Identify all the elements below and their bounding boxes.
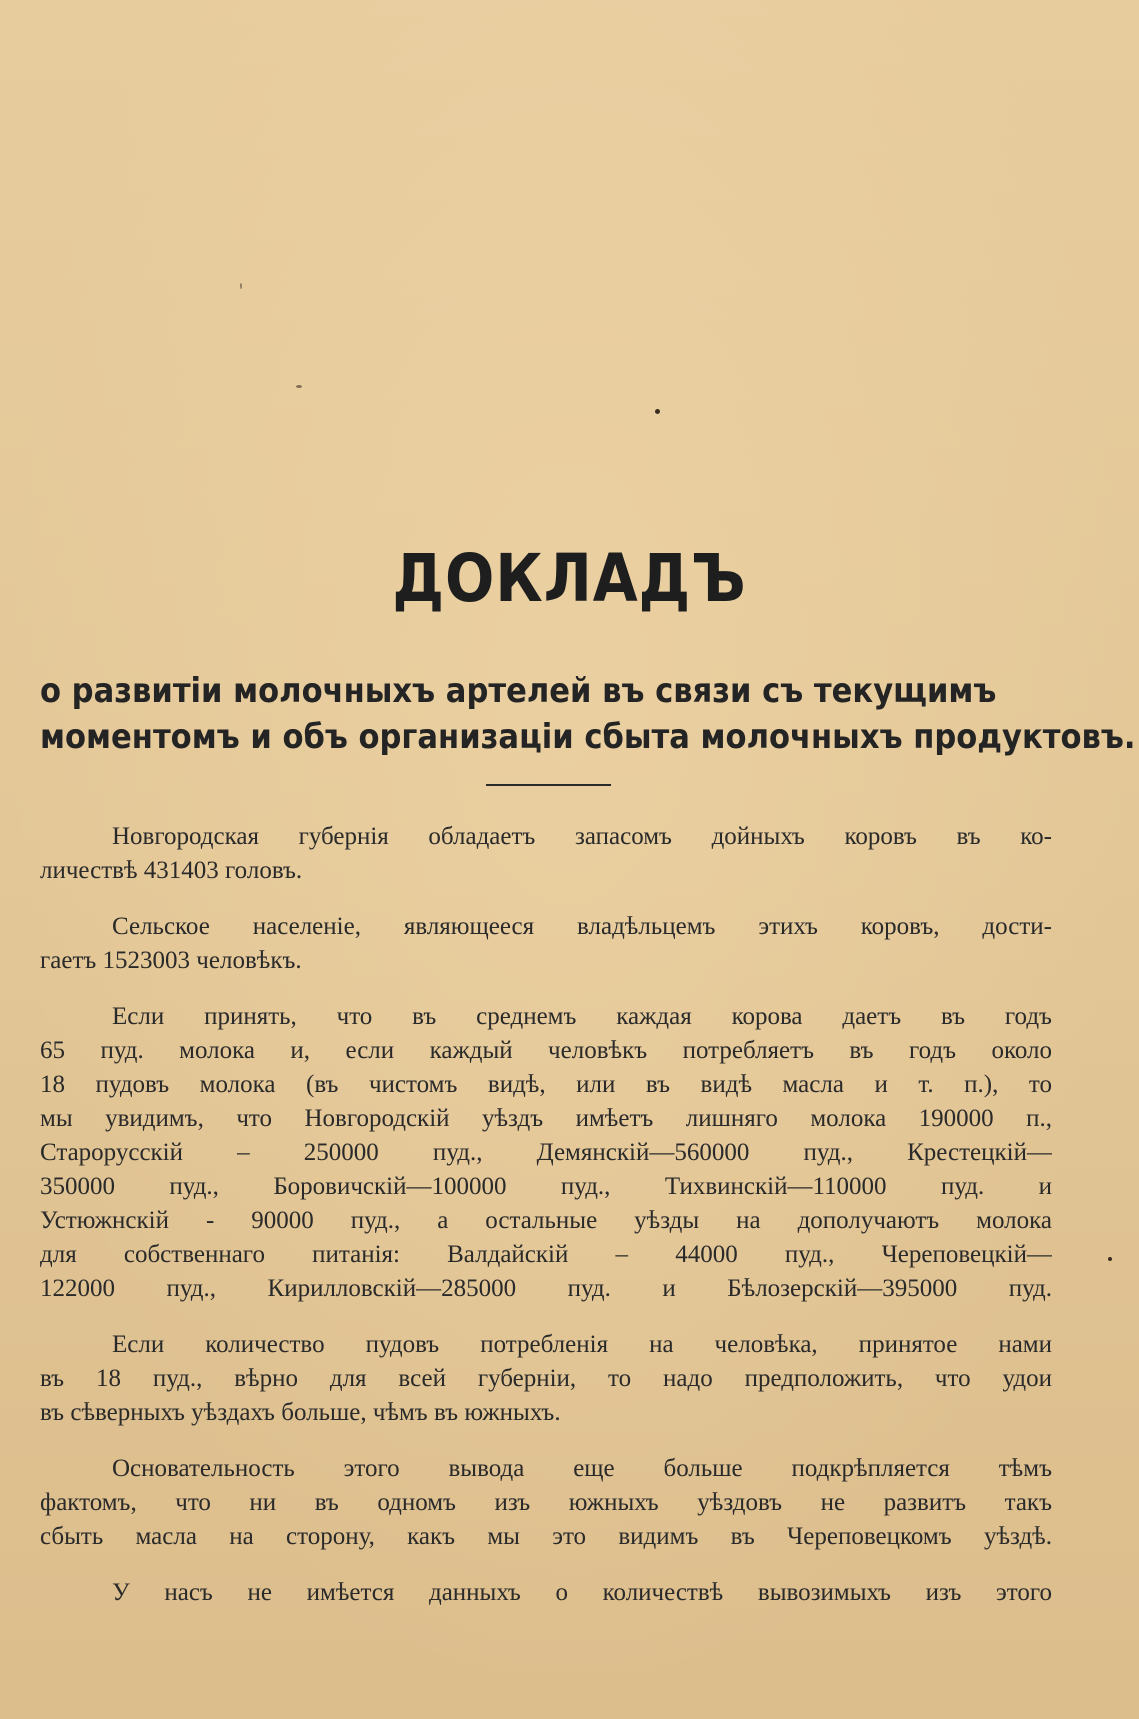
paragraph-line: Новгородская губернiя обладаетъ запасомъ дойныхъ коровъ въ ко- xyxy=(112,823,1052,850)
paragraph xyxy=(40,820,1052,888)
paragraph-line: Устюжнскiй - 90000 пуд., а остальные уѣзды на дополучаютъ молока xyxy=(40,1207,1052,1234)
paragraph-line: гаетъ 1523003 человѣкъ. xyxy=(40,947,302,974)
paragraph-line: Сельское населенiе, являющееся владѣльцемъ этихъ коровъ, дости- xyxy=(112,913,1052,940)
paragraph-line: Если количество пудовъ потребленiя на человѣка, принятое нами xyxy=(112,1331,1052,1358)
ink-speck xyxy=(655,409,660,414)
paragraph-line: Если принять, что въ среднемъ каждая корова даетъ въ годъ xyxy=(112,1003,1052,1030)
paragraph xyxy=(40,910,1052,978)
paragraph-line: сбыть масла на сторону, какъ мы это видимъ въ Череповецкомъ уѣздѣ. xyxy=(40,1523,1052,1550)
paragraph-line: 122000 пуд., Кирилловскiй—285000 пуд. и Бѣлозерскiй—395000 пуд. xyxy=(40,1275,1052,1302)
document-subtitle xyxy=(40,668,1136,760)
paragraph-line: 65 пуд. молока и, если каждый человѣкъ потребляетъ въ годъ около xyxy=(40,1037,1052,1064)
paragraph xyxy=(40,1328,1052,1430)
ink-speck xyxy=(296,385,302,388)
paragraph-line: въ сѣверныхъ уѣздахъ больше, чѣмъ въ южныхъ. xyxy=(40,1399,561,1426)
paragraph xyxy=(40,1000,1052,1306)
title-divider xyxy=(486,784,611,786)
subtitle-line-2: моментомъ и объ организацiи сбыта молочныхъ продуктовъ. xyxy=(40,717,1136,757)
paragraph-line: У насъ не имѣется данныхъ о количествѣ вывозимыхъ изъ этого xyxy=(112,1579,1052,1606)
paragraph-line: въ 18 пуд., вѣрно для всей губернiи, то надо предположить, что удои xyxy=(40,1365,1052,1392)
ink-speck xyxy=(1108,1257,1112,1261)
paragraph xyxy=(40,1576,1052,1610)
paragraph-line: 350000 пуд., Боровичскiй—100000 пуд., Тихвинскiй—110000 пуд. и xyxy=(40,1173,1052,1200)
paragraph-line: Основательность этого вывода еще больше подкрѣпляется тѣмъ xyxy=(112,1455,1052,1482)
paragraph xyxy=(40,1452,1052,1554)
subtitle-line-1: о развитiи молочныхъ артелей въ связи съ текущимъ xyxy=(40,671,997,711)
ink-speck xyxy=(240,283,242,289)
paragraph-line: для собственнаго питанiя: Валдайскiй – 44000 пуд., Череповецкiй— xyxy=(40,1241,1052,1268)
document-body xyxy=(40,820,1052,1632)
paragraph-line: мы увидимъ, что Новгородскiй уѣздъ имѣетъ лишняго молока 190000 п., xyxy=(40,1105,1052,1132)
paragraph-line: 18 пудовъ молока (въ чистомъ видѣ, или въ видѣ масла и т. п.), то xyxy=(40,1071,1052,1098)
document-title: ДОКЛАДЪ xyxy=(392,540,747,617)
paragraph-line: Старорусскiй – 250000 пуд., Демянскiй—560000 пуд., Крестецкiй— xyxy=(40,1139,1052,1166)
paragraph-line: фактомъ, что ни въ одномъ изъ южныхъ уѣздовъ не развитъ такъ xyxy=(40,1489,1052,1516)
paragraph-line: личествѣ 431403 головъ. xyxy=(40,857,303,884)
